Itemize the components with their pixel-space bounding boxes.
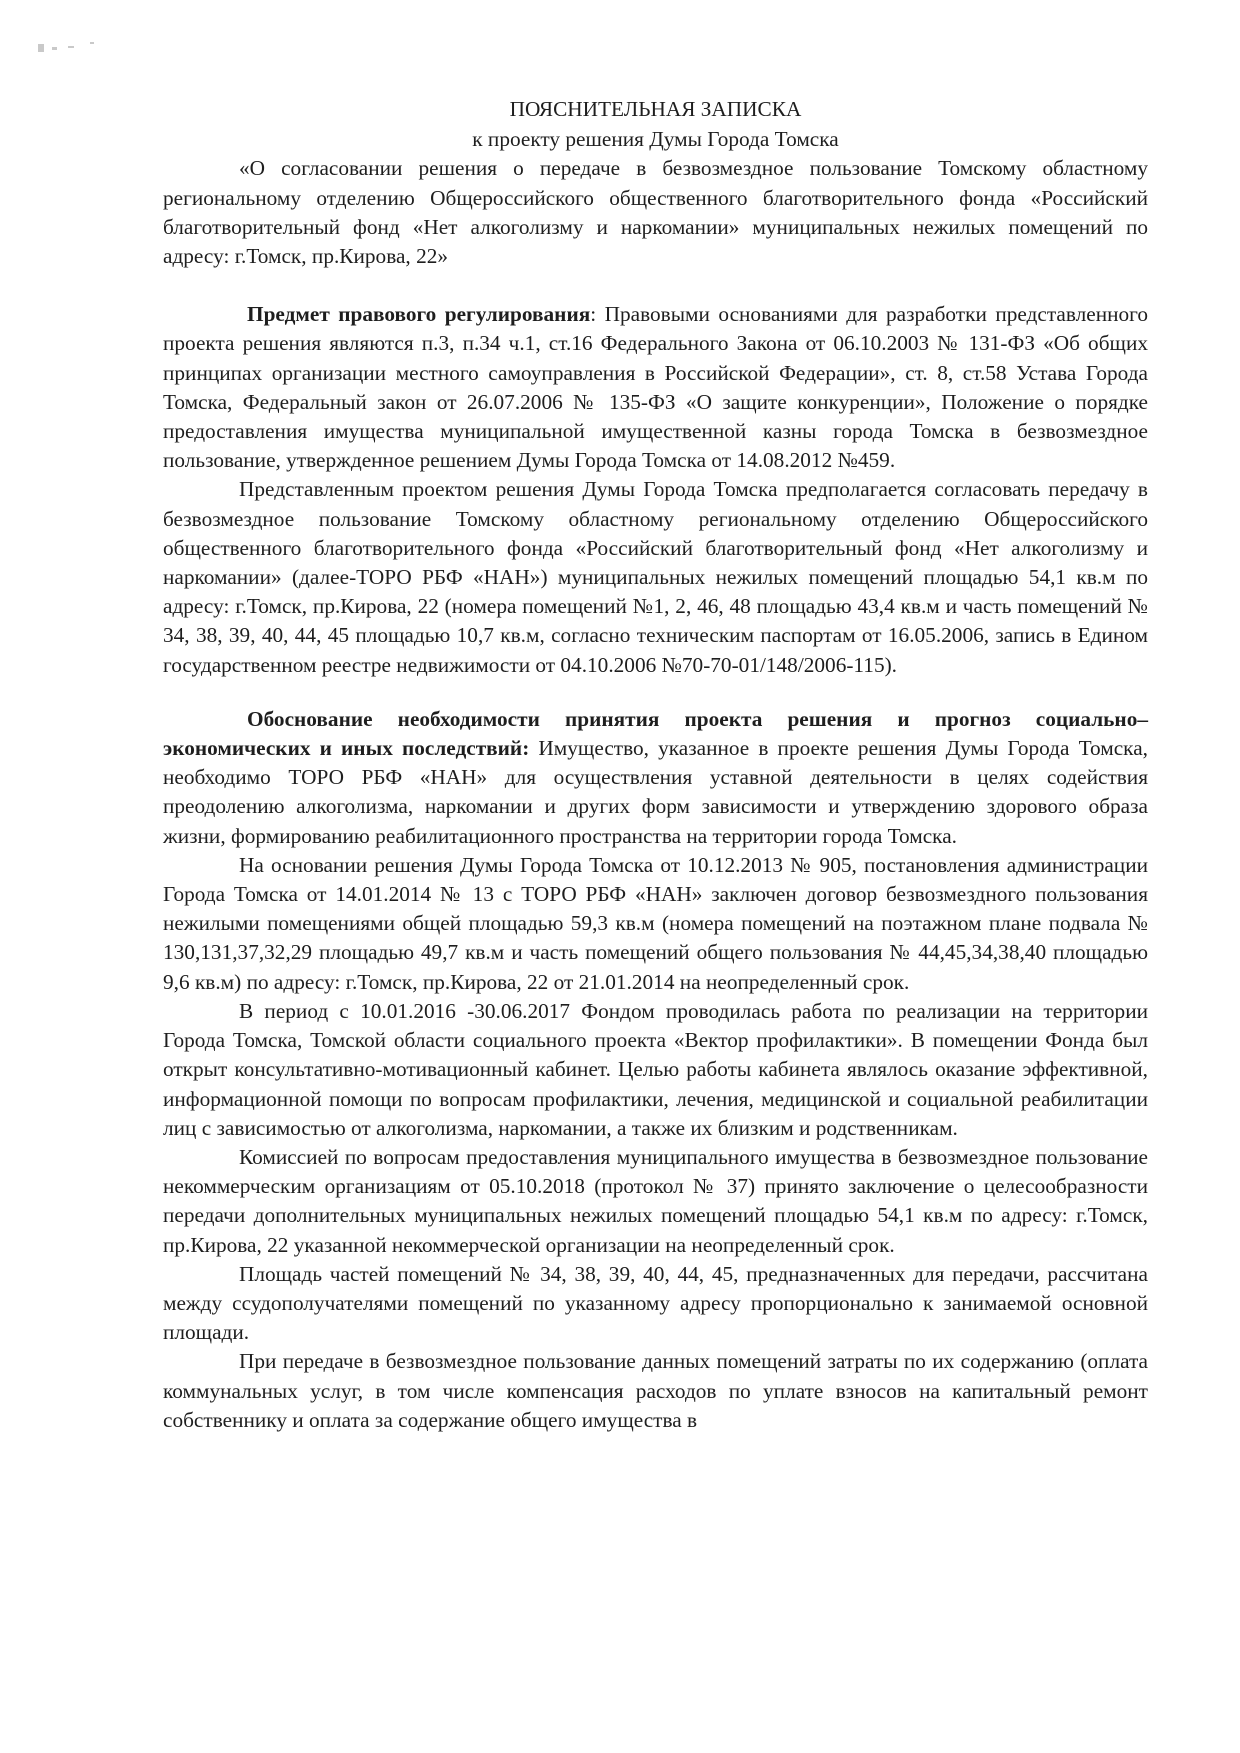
paragraph: На основании решения Думы Города Томска от 10.12.2013 № 905, постановления администрации Города Томска от 14.01.2014 № 13 с ТОРО РБФ «НАН» заключен договор безвозмездного пользования нежилыми помещениями общей площадью 59,3 кв.м (номера помещений на поэтажном плане подвала № 130,131,37,32,29 площадью 49,7 кв.м и часть помещений общего пользования № 44,45,34,38,40 площадью 9,6 кв.м) по адресу: г.Томск, пр.Кирова, 22 от 21.01.2014 на неопределенный срок. [163, 852, 1148, 994]
section-text: : Правовыми основаниями для разработки представленного проекта решения являются п.3, п.34 ч.1, ст.16 Федерального Закона от 06.10.2003 № 131-ФЗ «Об общих принципах организации местного самоуправления в Российской Федерации», ст. 8, ст.58 Устава Города Томска, Федеральный закон от 26.07.2006 № 135-ФЗ «О защите конкуренции», Положение о порядке предоставления имущества муниципальной имущественной казны города Томска в безвозмездное пользование, утвержденное решением Думы Города Томска от 14.08.2012 №459. [163, 302, 1148, 473]
document-subtitle: к проекту решения Думы Города Томска [472, 127, 839, 152]
section-justification [163, 705, 1148, 851]
document-title: ПОЯСНИТЕЛЬНАЯ ЗАПИСКА [509, 97, 802, 121]
section-legal-basis [163, 300, 1148, 475]
section-text: Имущество, указанное в проекте решения Думы Города Томска, необходимо ТОРО РБФ «НАН» для осуществления уставной деятельности в целях содействия преодолению алкоголизма, наркомании и других форм зависимости и утверждению здорового образа жизни, формированию реабилитационного пространства на территории города Томска. [163, 736, 1148, 848]
spacer [163, 271, 1148, 300]
document-subject: «О согласовании решения о передаче в безвозмездное пользование Томскому областному региональному отделению Общероссийского общественного благотворительного фонда «Российский благотворительный фонд «Нет алкоголизму и наркомании» муниципальных нежилых помещений по адресу: г.Томск, пр.Кирова, 22» [163, 156, 1148, 269]
section-heading: Предмет правового регулирования [247, 302, 591, 327]
document-body [163, 95, 1148, 1435]
paragraph: В период с 10.01.2016 -30.06.2017 Фондом проводилась работа по реализации на территории Города Томска, Томской области социального проекта «Вектор профилактики». В помещении Фонда был открыт консультативно-мотивационный кабинет. Целью работы кабинета являлось оказание эффективной, информационной помощи по вопросам профилактики, лечения, медицинской и социальной реабилитации лиц с зависимостью от алкоголизма, наркомании, а также их близким и родственникам. [163, 998, 1148, 1140]
paragraph: Представленным проектом решения Думы Города Томска предполагается согласовать передачу в безвозмездное пользование Томскому областному региональному отделению Общероссийского общественного благотворительного фонда «Российский благотворительный фонд «Нет алкоголизму и наркомании» (далее-ТОРО РБФ «НАН») муниципальных нежилых помещений площадью 54,1 кв.м по адресу: г.Томск, пр.Кирова, 22 (номера помещений №1, 2, 46, 48 площадью 43,4 кв.м и часть помещений № 34, 38, 39, 40, 44, 45 площадью 10,7 кв.м, согласно техническим паспортам от 16.05.2006, запись в Едином государственном реестре недвижимости от 04.10.2006 №70-70-01/148/2006-115). [163, 477, 1148, 677]
spacer [163, 680, 1148, 705]
paragraph: Комиссией по вопросам предоставления муниципального имущества в безвозмездное пользование некоммерческим организациям от 05.10.2018 (протокол № 37) принято заключение о целесообразности передачи дополнительных муниципальных нежилых помещений площадью 54,1 кв.м по адресу: г.Томск, пр.Кирова, 22 указанной некоммерческой организации на неопределенный срок. [163, 1144, 1148, 1257]
paragraph: Площадь частей помещений № 34, 38, 39, 40, 44, 45, предназначенных для передачи, рассчитана между ссудополучателями помещений по указанному адресу пропорционально к занимаемой основной площади. [163, 1261, 1148, 1345]
paragraph: При передаче в безвозмездное пользование данных помещений затраты по их содержанию (оплата коммунальных услуг, в том числе компенсация расходов по уплате взносов на капитальный ремонт собственнику и оплата за содержание общего имущества в [163, 1349, 1148, 1432]
section-heading: Обоснование необходимости принятия проекта решения и прогноз социально–экономических и иных последствий: [163, 706, 1148, 761]
scan-artifact [38, 38, 118, 56]
